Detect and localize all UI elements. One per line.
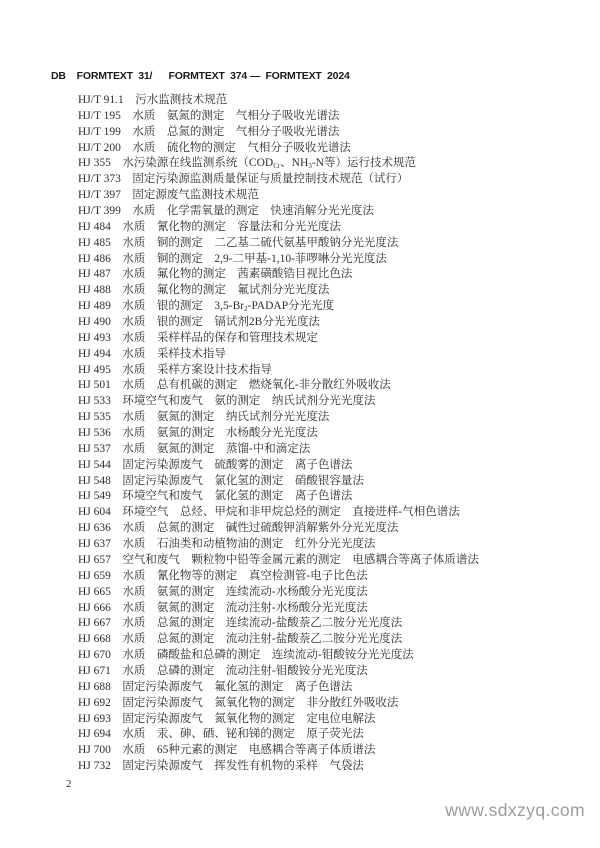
- standard-line: HJ/T 91.1 污水监测技术规范: [78, 94, 228, 106]
- standard-line: HJ 693 固定污染源废气 氮氧化物的测定 定电位电解法: [78, 712, 376, 725]
- standard-line: HJ 671 水质 总磷的测定 流动注射-钼酸铵分光光度法: [78, 664, 368, 677]
- standard-line: HJ 355 水污染源在线监测系统（$COD_{Cr}$、$NH_3-N$等）运行技术规范: [78, 157, 416, 171]
- standard-line: HJ 700 水质 65种元素的测定 电感耦合等离子体质谱法: [78, 744, 376, 757]
- standard-line: HJ/T 199 水质 总氮的测定 气相分子吸收光谱法: [78, 125, 340, 138]
- standard-line: HJ 657 空气和废气 颗粒物中铅等金属元素的测定 电感耦合等离子体质谱法: [78, 553, 479, 566]
- standard-line: HJ 544 固定污染源废气 硫酸雾的测定 离子色谱法: [78, 458, 353, 471]
- standard-line: HJ 549 环境空气和废气 氯化氢的测定 离子色谱法: [78, 490, 353, 503]
- standard-line: HJ 486 水质 铜的测定 2,9-二甲基-1,10-菲啰啉分光光度法: [78, 252, 387, 265]
- standard-line: HJ 488 水质 氟化物的测定 氟试剂分光光度法: [78, 284, 330, 297]
- standard-line: HJ 535 水质 氨氮的测定 纳氏试剂分光光度法: [78, 411, 330, 424]
- page-number: 2: [66, 778, 72, 790]
- standard-line: HJ 485 水质 铜的测定 二乙基二硫代氨基甲酸钠分光光度法: [78, 236, 399, 249]
- watermark: www.sdxzyq.com: [445, 800, 585, 820]
- standard-line: HJ 495 水质 采样方案设计技术指导: [78, 363, 272, 376]
- standard-line: HJ 666 水质 氨氮的测定 流动注射-水杨酸分光光度法: [78, 601, 368, 614]
- standard-line: HJ 732 固定污染源废气 挥发性有机物的采样 气袋法: [78, 760, 364, 773]
- standard-line: HJ/T 399 水质 化学需氧量的测定 快速消解分光光度法: [78, 205, 374, 218]
- standard-line: HJ 536 水质 氨氮的测定 水杨酸分光光度法: [78, 427, 318, 440]
- standard-line: HJ 490 水质 银的测定 镉试剂2B分光光度法: [78, 316, 320, 329]
- standard-line: HJ 670 水质 磷酸盐和总磷的测定 连续流动-钼酸铵分光光度法: [78, 649, 414, 662]
- standard-line: HJ/T 373 固定污染源监测质量保证与质量控制技术规范（试行）: [78, 173, 409, 186]
- standards-list: [78, 93, 479, 775]
- standard-line: HJ 659 水质 氰化物等的测定 真空检测管-电子比色法: [78, 569, 368, 582]
- standard-line: HJ 604 环境空气 总烃、甲烷和非甲烷总烃的测定 直接进样-气相色谱法: [78, 506, 460, 519]
- standard-line: HJ 484 水质 氰化物的测定 容量法和分光光度法: [78, 220, 341, 233]
- standard-line: HJ 537 水质 氨氮的测定 蒸馏-中和滴定法: [78, 442, 311, 455]
- standard-line: HJ/T 195 水质 氨氮的测定 气相分子吸收光谱法: [78, 109, 340, 122]
- standard-line: HJ 665 水质 氨氮的测定 连续流动-水杨酸分光光度法: [78, 585, 368, 598]
- standard-line: HJ 667 水质 总氮的测定 连续流动-盐酸萘乙二胺分光光度法: [78, 617, 403, 630]
- standard-line: HJ 694 水质 汞、砷、硒、铋和锑的测定 原子荧光法: [78, 728, 364, 741]
- standard-line: HJ 548 固定污染源废气 氯化氢的测定 硝酸银容量法: [78, 474, 364, 487]
- standard-line: HJ 668 水质 总氮的测定 流动注射-盐酸萘乙二胺分光光度法: [78, 633, 403, 646]
- standard-line: HJ 637 水质 石油类和动植物油的测定 红外分光光度法: [78, 538, 376, 551]
- standard-line: HJ 494 水质 采样技术指导: [78, 347, 226, 360]
- standard-line: HJ 636 水质 总氮的测定 碱性过硫酸钾消解紫外分光光度法: [78, 522, 399, 535]
- standard-line: HJ 501 水质 总有机碳的测定 燃烧氧化-非分散红外吸收法: [78, 379, 391, 392]
- standard-line: HJ 487 水质 氟化物的测定 茜素磺酸锆目视比色法: [78, 268, 353, 281]
- standard-line: HJ 533 环境空气和废气 氨的测定 纳氏试剂分光光度法: [78, 395, 376, 408]
- standard-line: HJ 493 水质 采样样品的保存和管理技术规定: [78, 331, 318, 344]
- standard-line: HJ 692 固定污染源废气 氮氧化物的测定 非分散红外吸收法: [78, 696, 399, 709]
- standard-line: HJ 688 固定污染源废气 氟化氢的测定 离子色谱法: [78, 680, 353, 693]
- document-header: DB FORMTEXT 31/ FORMTEXT 374 — FORMTEXT 2024: [51, 70, 350, 82]
- standard-line: HJ 489 水质 银的测定 $3,5-Br_2$-PADAP分光光度: [78, 300, 335, 314]
- standard-line: HJ/T 397 固定源废气监测技术规范: [78, 189, 259, 202]
- standard-line: HJ/T 200 水质 硫化物的测定 气相分子吸收光谱法: [78, 141, 351, 154]
